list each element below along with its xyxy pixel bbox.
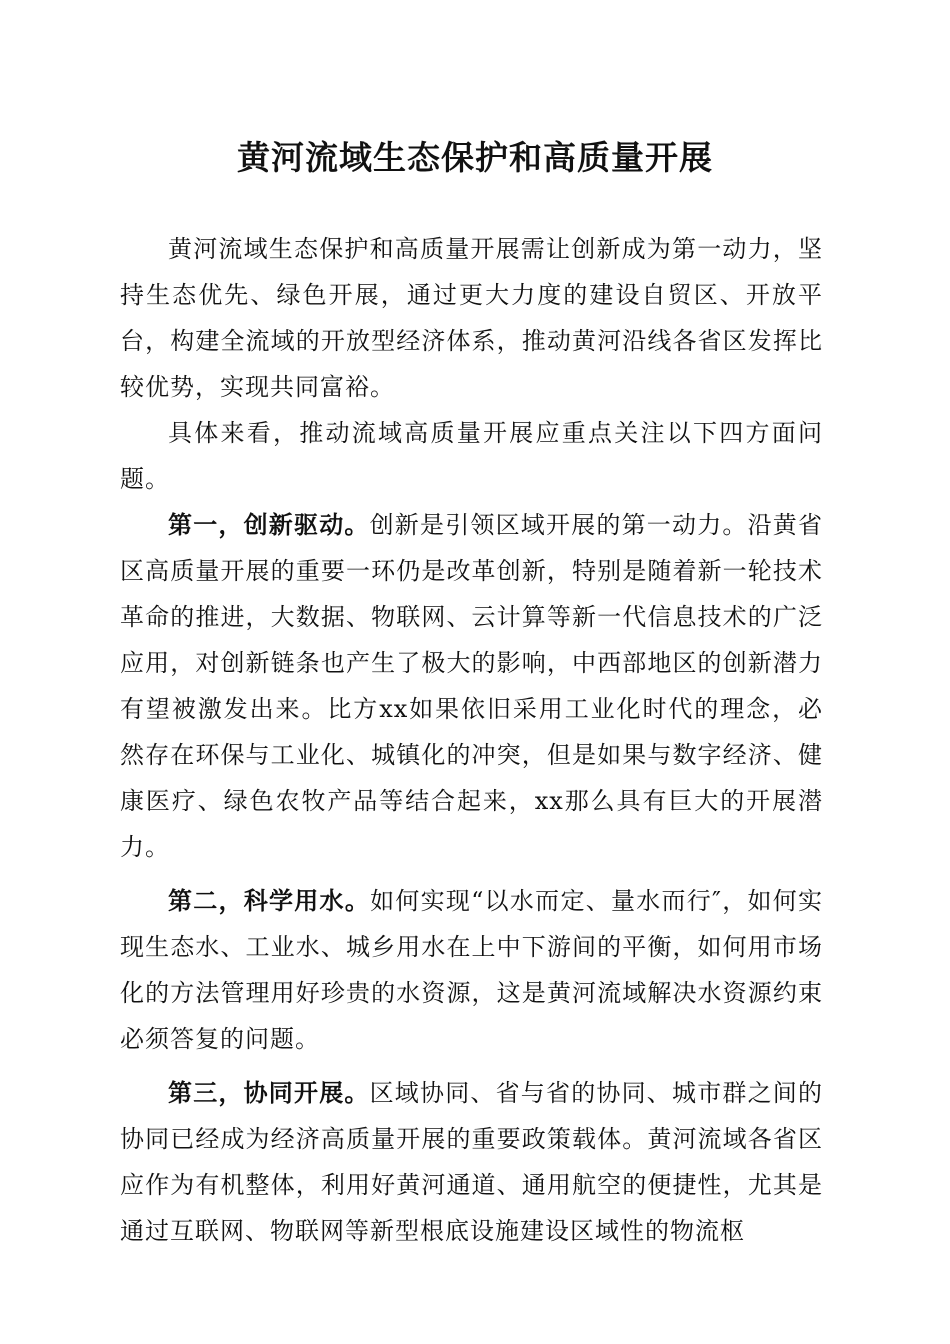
paragraph-lead-heading: 第三，协同开展。 (168, 1078, 370, 1107)
paragraph-text: 区域协同、省与省的协同、城市群之间的协同已经成为经济高质量开展的重要政策载体。黄河流域各省区应作为有机整体，利用好黄河通道、通用航空的便捷性，尤其是通过互联网、物联网等新型根底设施建设区域性的物流枢 (120, 1079, 824, 1245)
document-body (120, 226, 823, 1254)
paragraph-point-1 (120, 502, 823, 870)
paragraph-intro (120, 226, 823, 410)
paragraph-text: 创新是引领区域开展的第一动力。沿黄省区高质量开展的重要一环仍是改革创新，特别是随着新一轮技术革命的推进，大数据、物联网、云计算等新一代信息技术的广泛应用，对创新链条也产生了极大的影响，中西部地区的创新潜力有望被激发出来。比方xx如果依旧采用工业化时代的理念，必然存在环保与工业化、城镇化的冲突，但是如果与数字经济、健康医疗、绿色农牧产品等结合起来，xx那么具有巨大的开展潜力。 (120, 511, 824, 861)
paragraph-text: 如何实现“以水而定、量水而行″，如何实现生态水、工业水、城乡用水在上中下游间的平衡，如何用市场化的方法管理用好珍贵的水资源，这是黄河流域解决水资源约束必须答复的问题。 (120, 887, 824, 1053)
paragraph-point-3 (120, 1070, 823, 1254)
paragraph-text: 黄河流域生态保护和高质量开展需让创新成为第一动力，坚持生态优先、绿色开展，通过更大力度的建设自贸区、开放平台，构建全流域的开放型经济体系，推动黄河沿线各省区发挥比较优势，实现共同富裕。 (120, 235, 823, 401)
paragraph-point-2 (120, 878, 823, 1062)
paragraph-lead-heading: 第二，科学用水。 (168, 886, 371, 915)
paragraph-text: 具体来看，推动流域高质量开展应重点关注以下四方面问题。 (120, 419, 823, 493)
paragraph-overview (120, 410, 823, 502)
document-title: 黄河流域生态保护和高质量开展 (237, 138, 713, 177)
paragraph-lead-heading: 第一，创新驱动。 (168, 510, 370, 539)
